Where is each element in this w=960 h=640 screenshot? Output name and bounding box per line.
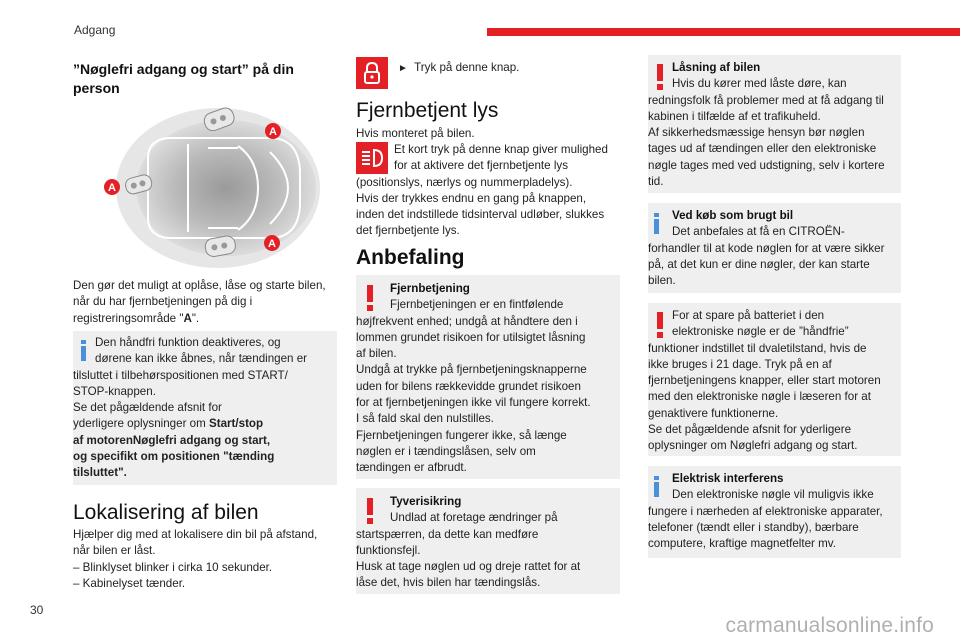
info-icon: [648, 210, 670, 236]
localisation-text: Hjælper dig med at lokalisere din bil på afstand, når bilen er låst. – Blinklyset blinker i cirka 10 sekunder. – Kabinelyset tænder.: [73, 528, 318, 590]
section-title: Adgang: [74, 23, 116, 37]
press-instruction: ► Tryk på denne knap.: [398, 61, 520, 74]
remote-light-line6: det fjernbetjente lys.: [356, 224, 460, 237]
warning-box-locking: Låsning af bilen Hvis du kører med låste døre, kan redningsfolk få problemer med at få adgang til kabinen i tilfælde af et trafikuheld. Af sikkerhedsmæssige hensyn bør nøglen tages ud af tændingen eller den elektroniske nøgle tages med ved udstigning, selv i kortere tid.: [648, 55, 901, 193]
headlight-button-icon: [356, 142, 388, 174]
remote-light-line5: inden det indstillede tidsinterval udløber, slukkes: [356, 208, 605, 221]
zone-marker-a: [264, 235, 280, 251]
col1-heading: ”Nøglefri adgang og start” på din person: [73, 61, 294, 96]
heading-remote-light: Fjernbetjent lys: [356, 99, 499, 122]
info-box-interference: Elektrisk interferens Den elektroniske nøgle vil muligvis ikke fungere i nærheden af elektroniske apparater, telefoner (tændt eller i standby), bærbare computere, kraftige magnetfelter mv.: [648, 466, 901, 558]
warning-icon: [360, 496, 382, 526]
remote-light-line3: (positionslys, nærlys og nummerpladelys).: [356, 176, 573, 189]
warning-box-battery: For at spare på batteriet i den elektroniske nøgle er de ”håndfrie” funktioner indstillet til dvaletilstand, hvis de ikke bruges i 21 dage. Tryk på en af fjernbetjeningens knapper, eller start motoren med den elektroniske nøgle i læseren for at genaktivere funktionerne. Se det pågældende afsnit for yderligere oplysninger om Nøglefri adgang og start.: [648, 303, 901, 456]
warning-icon: [360, 283, 382, 313]
remote-light-intro: Hvis monteret på bilen.: [356, 127, 475, 140]
svg-text:A: A: [108, 182, 116, 194]
svg-text:A: A: [268, 238, 276, 250]
lock-button-icon: [356, 57, 388, 89]
warning-icon: [650, 62, 672, 92]
warning-box-remote: Fjernbetjening Fjernbetjeningen er en fintfølende højfrekvent enhed; undgå at håndtere den i lommen grundet risikoen for utilsigtet låsning af bilen. Undgå at trykke på fjernbetjeningsknapperne uden for bilens rækkevidde grundet risikoen for at fjernbetjeningen ikke vil fungere korrekt. I så fald skal den nulstilles. Fjernbetjeningen fungerer ikke, så længe nøglen er i tændingslåsen, selv om tændingen er afbrudt.: [356, 275, 620, 479]
zone-marker-a: [265, 123, 281, 139]
info-icon: [648, 473, 670, 499]
col1-paragraph: Den gør det muligt at oplåse, låse og starte bilen, når du har fjernbetjeningen på dig i registreringsområde "A".: [73, 279, 326, 325]
heading-recommendation: Anbefaling: [356, 246, 465, 269]
watermark: carmanualsonline.info: [725, 614, 934, 637]
header-accent-bar: [487, 28, 960, 36]
remote-light-line4: Hvis der trykkes endnu en gang på knappen,: [356, 192, 587, 205]
svg-text:A: A: [269, 126, 277, 138]
info-box-used-car: Ved køb som brugt bil Det anbefales at få en CITROËN- forhandler til at kode nøglen for at være sikker på, at det kun er dine nøgler, der kan starte bilen.: [648, 203, 901, 293]
zone-marker-a: [104, 179, 120, 195]
warning-box-theft: Tyverisikring Undlad at foretage ændringer på startspærren, da dette kan medføre funktionsfejl. Husk at tage nøglen ud og dreje rattet for at låse det, hvis bilen har tændingslås.: [356, 488, 620, 594]
keyless-range-illustration: [88, 100, 328, 270]
heading-localisation: Lokalisering af bilen: [73, 501, 259, 524]
warning-icon: [650, 310, 672, 340]
info-box-handsfree: Den håndfri funktion deaktiveres, og dørene kan ikke åbnes, når tændingen er tilsluttet i tilbehørspositionen med START/ STOP-knappen. Se det pågældende afsnit for yderligere oplysninger om Start/stop af motorenNøglefri adgang og start, og specifikt om positionen "tænding tilsluttet".: [73, 331, 337, 485]
remote-light-line1: Et kort tryk på denne knap giver mulighed: [394, 143, 608, 156]
page-number: 30: [30, 603, 44, 617]
remote-light-line2: for at aktivere det fjernbetjente lys: [394, 159, 568, 172]
info-icon: [75, 337, 97, 363]
